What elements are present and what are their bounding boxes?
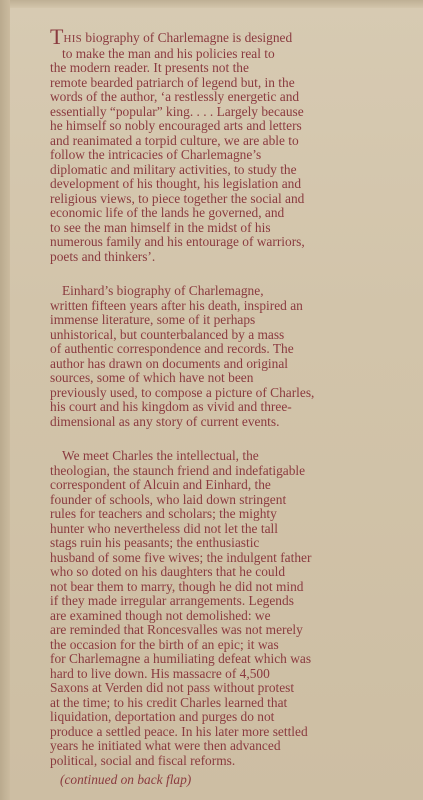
small-caps-word: HIS <box>63 33 83 45</box>
paragraph-line: rules for teachers and scholars; the mighty <box>50 506 277 521</box>
paragraph-1-line-1: THIS biography of Charlemagne is designed <box>50 24 293 49</box>
paragraph-line: Saxons at Verden did not pass without protest <box>50 680 295 695</box>
paragraph-line: We meet Charles the intellectual, the <box>62 448 259 463</box>
paragraph-line: the occasion for the birth of an epic; it was <box>50 636 279 652</box>
paragraph-line: are reminded that Roncesvalles was not merely <box>50 622 303 637</box>
paragraph-line: who so doted on his daughters that he could <box>50 564 286 579</box>
paragraph-line: religious views, to piece together the social and <box>50 190 305 206</box>
paragraph-line: husband of some five wives; the indulgent father <box>50 549 312 565</box>
paragraph-line: remote bearded patriarch of legend but, in the <box>50 74 295 90</box>
paragraph-3 <box>50 449 388 788</box>
paragraph-line: words of the author, ‘a restlessly energetic and <box>50 89 300 104</box>
paragraph-line: numerous family and his entourage of warriors, <box>50 234 305 249</box>
flap-fold-edge <box>0 0 10 800</box>
flap-text <box>50 24 388 800</box>
paragraph-line: written fifteen years after his death, inspired an <box>50 297 303 313</box>
paragraph-line: dimensional as any story of current events. <box>50 413 280 429</box>
paragraph-line: hard to live down. His massacre of 4,500 <box>50 665 270 681</box>
paragraph-line: correspondent of Alcuin and Einhard, the <box>50 477 271 492</box>
paragraph-line: theologian, the staunch friend and indefatigable <box>50 462 306 478</box>
paragraph-line: to see the man himself in the midst of his <box>50 219 271 235</box>
paragraph-line: diplomatic and military activities, to study the <box>50 161 297 177</box>
paragraph-line: poets and thinkers’. <box>50 248 156 264</box>
drop-cap: T <box>50 24 64 49</box>
paragraph-line: follow the intricacies of Charlemagne’s <box>50 147 262 162</box>
paragraph-line: development of his thought, his legislation and <box>50 176 302 191</box>
paragraph-1 <box>50 24 388 264</box>
paragraph-line: his court and his kingdom as vivid and three- <box>50 399 292 414</box>
paragraph-line: are examined though not demolished: we <box>50 607 271 623</box>
paragraph-line: at the time; to his credit Charles learned that <box>50 694 288 710</box>
paragraph-line: for Charlemagne a humiliating defeat which was <box>50 651 312 666</box>
paragraph-line: economic life of the lands he governed, and <box>50 205 285 220</box>
paragraph-line: stags ruin his peasants; the enthusiastic <box>50 535 260 550</box>
paragraph-line: to make the man and his policies real to <box>62 45 275 61</box>
paragraph-line: author has drawn on documents and original <box>50 355 288 371</box>
paragraph-line: sources, some of which have not been <box>50 370 254 385</box>
paragraph-line: not bear them to marry, though he did not mind <box>50 578 304 594</box>
paragraph-line: immense literature, some of it perhaps <box>50 312 256 327</box>
paragraph-line: and reanimated a torpid culture, we are able to <box>50 132 299 148</box>
paragraph-line: previously used, to compose a picture of Charles, <box>50 384 315 400</box>
paragraph-line: unhistorical, but counterbalanced by a mass <box>50 326 285 342</box>
paragraph-line: if they made irregular arrangements. Legends <box>50 593 294 608</box>
paragraph-2 <box>50 284 388 429</box>
paragraph-line: founder of schools, who laid down stringent <box>50 491 287 507</box>
paragraph-line: years he initiated what were then advanced <box>50 738 281 753</box>
paragraph-line: hunter who nevertheless did not let the tall <box>50 520 278 536</box>
continued-note: (continued on back flap) <box>60 772 192 787</box>
paragraph-line: the modern reader. It presents not the <box>50 60 249 75</box>
flap-top-edge <box>0 0 423 8</box>
paragraph-line: of authentic correspondence and records. The <box>50 341 294 356</box>
paragraph-line: essentially “popular” king. . . . Largely because <box>50 103 304 119</box>
paragraph-line: liquidation, deportation and purges do not <box>50 709 275 724</box>
paragraph-line: produce a settled peace. In his later more settled <box>50 723 308 739</box>
paragraph-line: he himself so nobly encouraged arts and letters <box>50 118 302 133</box>
paragraph-line: political, social and fiscal reforms. <box>50 752 236 768</box>
paragraph-line: Einhard’s biography of Charlemagne, <box>62 283 264 298</box>
